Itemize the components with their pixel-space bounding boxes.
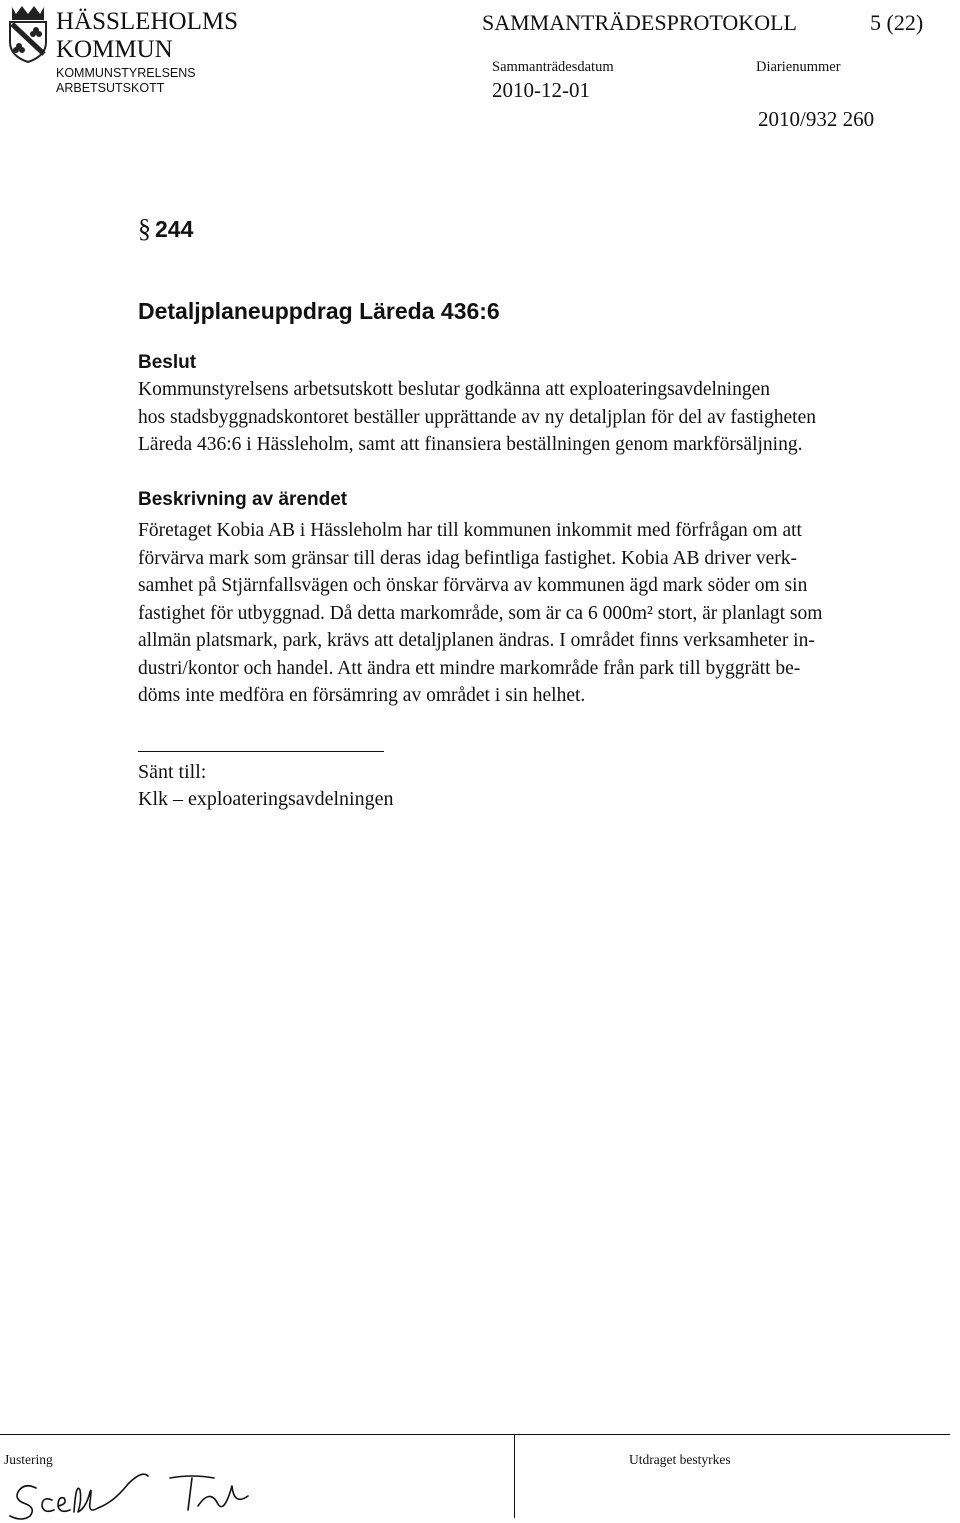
- meeting-date: 2010-12-01: [492, 78, 590, 102]
- org-committee: ARBETSUTSKOTT: [56, 81, 165, 95]
- text-line: Kommunstyrelsens arbetsutskott beslutar godkänna att exploateringsavdelningen: [138, 379, 770, 400]
- justering-label: Justering: [4, 1452, 53, 1467]
- paragraph-number: [138, 213, 193, 245]
- org-name-line2: KOMMUN: [56, 36, 173, 63]
- footer-column-divider: [514, 1434, 515, 1518]
- distribution-divider: [138, 751, 384, 752]
- distribution-label: Sänt till:: [138, 761, 207, 783]
- decision-heading: Beslut: [138, 352, 197, 373]
- text-line: Läreda 436:6 i Hässleholm, samt att finansiera beställningen genom markförsäljning.: [138, 434, 803, 455]
- document-title: Detaljplaneuppdrag Läreda 436:6: [138, 298, 500, 324]
- document-type: SAMMANTRÄDESPROTOKOLL: [482, 10, 797, 35]
- handwritten-signature-icon: [2, 1462, 272, 1522]
- section-symbol: §: [138, 214, 151, 243]
- distribution-recipient: Klk – exploateringsavdelningen: [138, 788, 394, 810]
- footer-divider: [0, 1434, 950, 1435]
- coat-of-arms-icon: [2, 4, 54, 64]
- diary-number: 2010/932 260: [758, 107, 875, 131]
- description-heading: Beskrivning av ärendet: [138, 489, 348, 510]
- text-line: fastighet för utbyggnad. Då detta markområde, som är ca 6 000m² stort, är planlagt som: [138, 602, 823, 624]
- text-line: döms inte medföra en försämring av området i sin helhet.: [138, 685, 586, 706]
- certified-extract-label: Utdraget bestyrkes: [629, 1452, 731, 1467]
- meeting-date-label: Sammanträdesdatum: [492, 59, 614, 75]
- org-department: KOMMUNSTYRELSENS: [56, 66, 196, 80]
- text-line: hos stadsbyggnadskontoret beställer upprättande av ny detaljplan för del av fastigheten: [138, 406, 816, 428]
- text-line: allmän platsmark, park, krävs att detaljplanen ändras. I området finns verksamheter in-: [138, 630, 815, 651]
- text-line: Företaget Kobia AB i Hässleholm har till kommunen inkommit med förfrågan om att: [138, 520, 802, 541]
- text-line: samhet på Stjärnfallsvägen och önskar förvärva av kommunen ägd mark söder om sin: [138, 575, 808, 596]
- diary-number-label: Diarienummer: [756, 59, 841, 75]
- decision-text: [138, 376, 960, 459]
- page-number: 5 (22): [870, 10, 924, 35]
- org-name: HÄSSLEHOLMS: [56, 8, 238, 35]
- text-line: dustri/kontor och handel. Att ändra ett mindre markområde från park till byggrätt be-: [138, 657, 801, 679]
- text-line: förvärva mark som gränsar till deras idag befintliga fastighet. Kobia AB driver verk-: [138, 547, 798, 569]
- description-text: [138, 517, 960, 710]
- paragraph-number-value: 244: [155, 216, 194, 242]
